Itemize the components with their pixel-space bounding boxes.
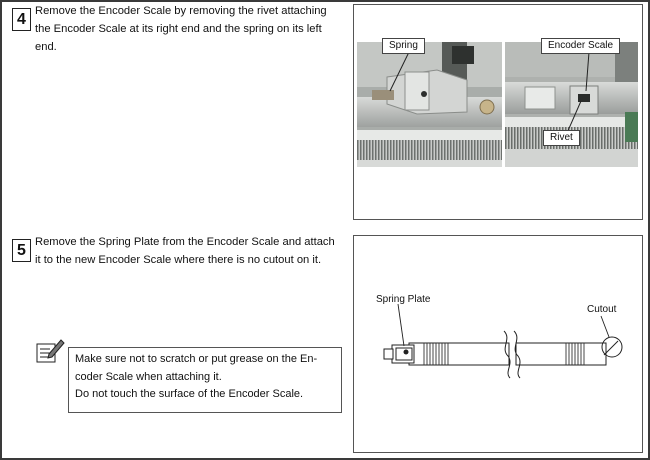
step-5-instructions	[35, 233, 350, 269]
step-5-diagram-panel	[353, 235, 643, 453]
step-4-line-3: end.	[35, 41, 57, 53]
cutout-label: Cutout	[587, 304, 617, 315]
step-5-number: 5	[12, 239, 31, 262]
step-4-photo-panel	[353, 4, 643, 220]
note-box	[68, 347, 342, 413]
note-line-3: Do not touch the surface of the Encoder Scale.	[75, 388, 304, 400]
spring-callout: Spring	[382, 38, 425, 54]
encoder-scale-callout: Encoder Scale	[541, 38, 620, 54]
encoder-scale-diagram	[354, 236, 642, 452]
step-4-line-1: Remove the Encoder Scale by removing the rivet attaching	[35, 5, 327, 17]
step-4-instructions	[35, 2, 350, 56]
note-line-2: coder Scale when attaching it.	[75, 370, 222, 383]
note-line-1: Make sure not to scratch or put grease on the En-	[75, 353, 318, 365]
note-pencil-icon	[35, 338, 65, 366]
spring-plate-label: Spring Plate	[376, 294, 431, 305]
step-5-line-2: it to the new Encoder Scale where there is no cutout on it.	[35, 254, 322, 266]
step-4-number: 4	[12, 8, 31, 31]
step-4-line-2: the Encoder Scale at its right end and the spring on its left	[35, 23, 322, 35]
rivet-callout: Rivet	[543, 130, 580, 146]
step-5-line-1: Remove the Spring Plate from the Encoder Scale and attach	[35, 236, 335, 248]
